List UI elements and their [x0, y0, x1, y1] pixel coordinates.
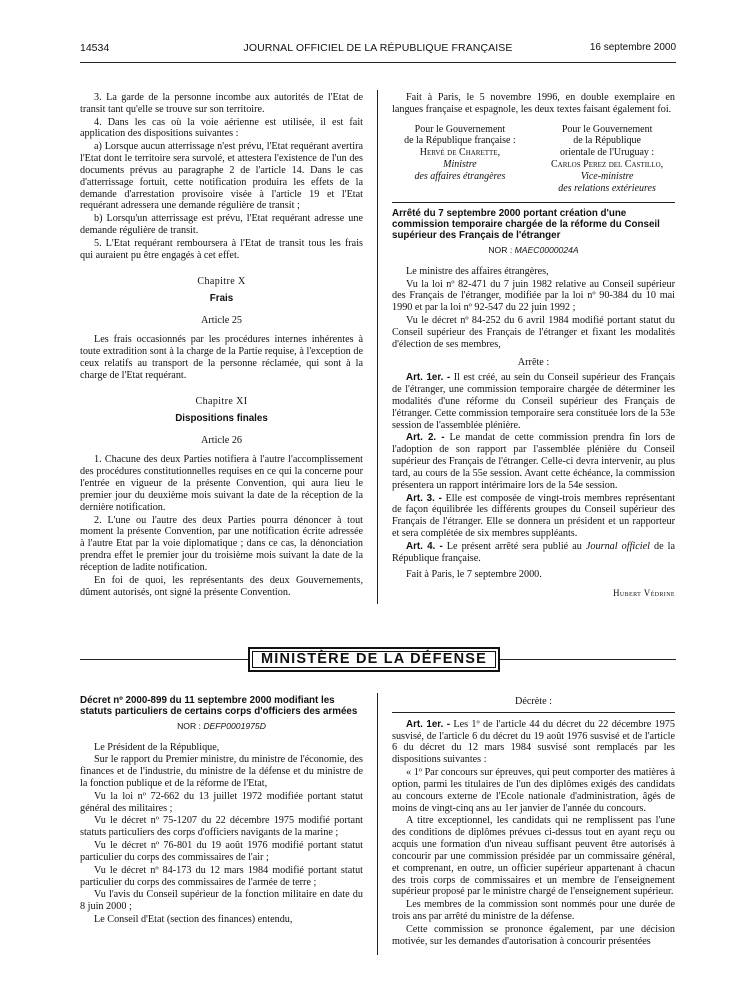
paragraph: Vu l'avis du Conseil supérieur de la fonction militaire en date du 8 juin 2000 ;	[80, 889, 363, 913]
ministry-banner: MINISTÈRE DE LA DÉFENSE	[248, 647, 500, 672]
paragraph: Vu le décret nº 75-1207 du 22 décembre 1975 modifié portant statuts particuliers des corps d'officiers navigants de la marine ;	[80, 815, 363, 839]
chapter-title: Frais	[209, 293, 234, 305]
paragraph: Le Président de la République,	[94, 741, 220, 753]
issue-date: 16 septembre 2000	[589, 42, 676, 53]
arrete-title: Arrêté du 7 septembre 2000 portant création d'une commission temporaire chargée de la réforme du Conseil supérieur des Français de l'étranger	[392, 208, 660, 241]
paragraph: Le ministre des affaires étrangères,	[406, 265, 549, 277]
nor-reference: NOR : DEFP0001975D	[177, 720, 266, 731]
chapter-label: Chapitre XI	[195, 395, 248, 407]
paragraph: 3. La garde de la personne incombe aux autorités de l'Etat de transit tant qu'elle se trouve sur son territoire.	[80, 92, 363, 115]
paragraph: En foi de quoi, les représentants des deux Gouvernements, dûment autorisés, ont signé la présente Convention.	[80, 574, 363, 598]
article-heading: Article 26	[200, 434, 243, 446]
page-number: 14534	[80, 42, 110, 54]
paragraph: Les frais occasionnés par les procédures internes inhérentes à toute extradition sont à la charge de la Partie requise, à l'exception de ceux relatifs au transport de la personne réclamée, qui sont à la charge de l'Etat requérant.	[80, 334, 363, 381]
signature-block	[392, 124, 675, 195]
article-3: Art. 3. - Elle est composée de vingt-trois membres représentant de façon équilibrée les différents groupes du Conseil supérieur des Français de l'étranger. Elle se donnera un président et un rapporteur et sera complétée de six membres suppléants.	[392, 492, 676, 540]
chapter-label: Chapitre X	[197, 275, 246, 287]
article-4: Art. 4. - Le présent arrêté sera publié au Journal officiel de la République française.	[392, 540, 675, 564]
article-heading: Article 25	[200, 314, 243, 326]
section-rule	[392, 202, 675, 203]
header-rule	[80, 62, 676, 63]
paragraph: Vu le décret nº 84-252 du 6 avril 1984 modifié portant statut du Conseil supérieur des Français de l'étranger et fixant les modalités d'élection de ses membres,	[392, 315, 675, 350]
signatory-name: Hubert Védrine	[613, 588, 675, 599]
paragraph: 4. Dans les cas où la voie aérienne est utilisée, il est fait application des dispositions suivantes :	[80, 116, 363, 140]
paragraph: Fait à Paris, le 5 novembre 1996, en double exemplaire en langues française et espagnole, les deux textes faisant également foi.	[392, 92, 675, 115]
nor-reference: NOR : MAEC0000024A	[488, 244, 579, 255]
paragraph: b) Lorsqu'un atterrissage est prévu, l'Etat requérant adresse une demande régulière de transit.	[80, 213, 363, 237]
decret-column-left	[80, 696, 363, 927]
arrete-word: Arrête :	[517, 356, 550, 368]
chapter-title: Dispositions finales	[175, 413, 268, 425]
signatory-name: Carlos Perez del Castillo,	[551, 159, 664, 171]
article-2: Art. 2. - Le mandat de cette commission prendra fin lors de l'adoption de son rapport par l'assemblée plénière du Conseil supérieur des Français de l'étranger. Celle-ci devra intervenir, au plus tard, au cours de la 55e session. Avant cette échéance, la commission présentera un rapport intérimaire lors de la 54e session.	[392, 432, 676, 491]
paragraph: Cette commission se prononce également, par une décision motivée, sur les demandes d'autorisation à concourir présentées	[392, 923, 675, 947]
page-header	[80, 42, 676, 56]
decrete-word: Décrète :	[514, 696, 553, 707]
paragraph: Vu la loi nº 72-662 du 13 juillet 1972 modifiée portant statut général des militaires ;	[80, 790, 363, 814]
column-divider	[377, 693, 378, 955]
decret-column-right	[392, 696, 675, 949]
arrete-column	[392, 92, 675, 599]
article-1: Art. 1er. - Les 1º de l'article 44 du décret du 22 décembre 1975 susvisé, de l'article 6 du décret du 19 août 1976 susvisé et de l'article 6 du décret du 12 mars 1984 susvisé sont remplacés par les dispositions suivantes :	[392, 718, 675, 766]
paragraph: Fait à Paris, le 7 septembre 2000.	[406, 568, 542, 580]
paragraph: Le Conseil d'Etat (section des finances) entendu,	[94, 914, 293, 926]
banner-rule-left	[80, 659, 248, 660]
paragraph: Vu le décret nº 76-801 du 19 août 1976 modifié portant statut particulier du corps des commissaires de l'air ;	[80, 840, 363, 863]
signatory-name: Hervé de Charette,	[419, 147, 501, 159]
section-rule	[392, 712, 675, 713]
paragraph: 2. L'une ou l'autre des deux Parties pourra dénoncer à tout moment la présente Convention, par une notification écrite adressée à l'autre Etat par la voie diplomatique ; dans ce cas, la dénonciation prendra effet le premier jour du troisième mois suivant la date de la réception de ladite notification.	[80, 514, 363, 573]
paragraph: 5. L'Etat requérant remboursera à l'Etat de transit tous les frais qui auraient pu être engagés à cet effet.	[80, 237, 363, 261]
journal-title: JOURNAL OFFICIEL DE LA RÉPUBLIQUE FRANÇAISE	[243, 42, 513, 54]
paragraph: « 1º Par concours sur épreuves, qui peut comporter des matières à option, parmi les titulaires de l'un des diplômes exigés des candidats au concours externe de l'Ecole nationale d'administration, âgés de moins de vingt-cinq ans au 1er janvier de l'année du concours.	[392, 767, 675, 814]
paragraph: 1. Chacune des deux Parties notifiera à l'autre l'accomplissement des procédures constitutionnelles requises en ce qui la concerne pour l'entrée en vigueur de la présente Convention, qui aura lieu le premier jour du deuxième mois suivant la date de la réception de la dernière notification.	[80, 454, 363, 513]
column-divider	[377, 90, 378, 604]
decret-title: Décret nº 2000-899 du 11 septembre 2000 modifiant les statuts particuliers de certains corps d'officiers des armées	[80, 695, 358, 717]
signatory-uruguay: Pour le Gouvernement de la République orientale de l'Uruguay : Carlos Perez del Castillo, Vice-ministre des relations extérieures	[539, 124, 675, 195]
article-1: Art. 1er. - Il est créé, au sein du Conseil supérieur des Français de l'étranger, une commission temporaire chargée de déterminer les modalités d'une réforme du Conseil supérieur des Français de l'étranger. Cette commission temporaire sera constituée lors de la 53e session de l'assemblée plénière.	[392, 372, 675, 431]
treaty-column	[80, 92, 363, 599]
paragraph: a) Lorsque aucun atterrissage n'est prévu, l'Etat requérant avertira l'Etat dont le territoire sera survolé, et attestera l'existence de l'un des documents prévus au paragraphe 2 de l'article 14. Dans le cas d'atterrissage fortuit, cette notification produira les effets de la demande d'arrestation provisoire visée à l'article 19 et l'Etat requérant adressera une demande régulière de transit ;	[80, 141, 363, 212]
paragraph: Vu la loi nº 82-471 du 7 juin 1982 relative au Conseil supérieur des Français de l'étranger, modifiée par la loi nº 90-384 du 10 mai 1990 et par la loi nº 92-547 du 22 juin 1992 ;	[392, 278, 675, 314]
signatory-france: Pour le Gouvernement de la République française : Hervé de Charette, Ministre des affaires étrangères	[392, 124, 528, 195]
paragraph: A titre exceptionnel, les candidats qui ne remplissent pas l'une des conditions de diplômes prévues ci-dessus tout en ayant reçu ou acquis une formation d'un niveau suffisant peuvent être autorisés à concourir par une commission présidée par un commissaire général, et comprenant, en outre, un officier supérieur appartenant à chacun des trois corps de commissaires et un membre de l'enseignement supérieur proposé par le ministre chargé de l'enseignement supérieur.	[392, 815, 675, 898]
paragraph: Vu le décret nº 84-173 du 12 mars 1984 modifié portant statut particulier du corps des commissaires de l'armée de terre ;	[80, 864, 363, 888]
paragraph: Sur le rapport du Premier ministre, du ministre de l'économie, des finances et de l'industrie, du ministre de la défense et du ministre de la fonction publique et de la réforme de l'Etat,	[80, 754, 363, 789]
paragraph: Les membres de la commission sont nommés pour une durée de trois ans par arrêté du ministre de la défense.	[392, 899, 675, 923]
banner-rule-right	[500, 659, 676, 660]
